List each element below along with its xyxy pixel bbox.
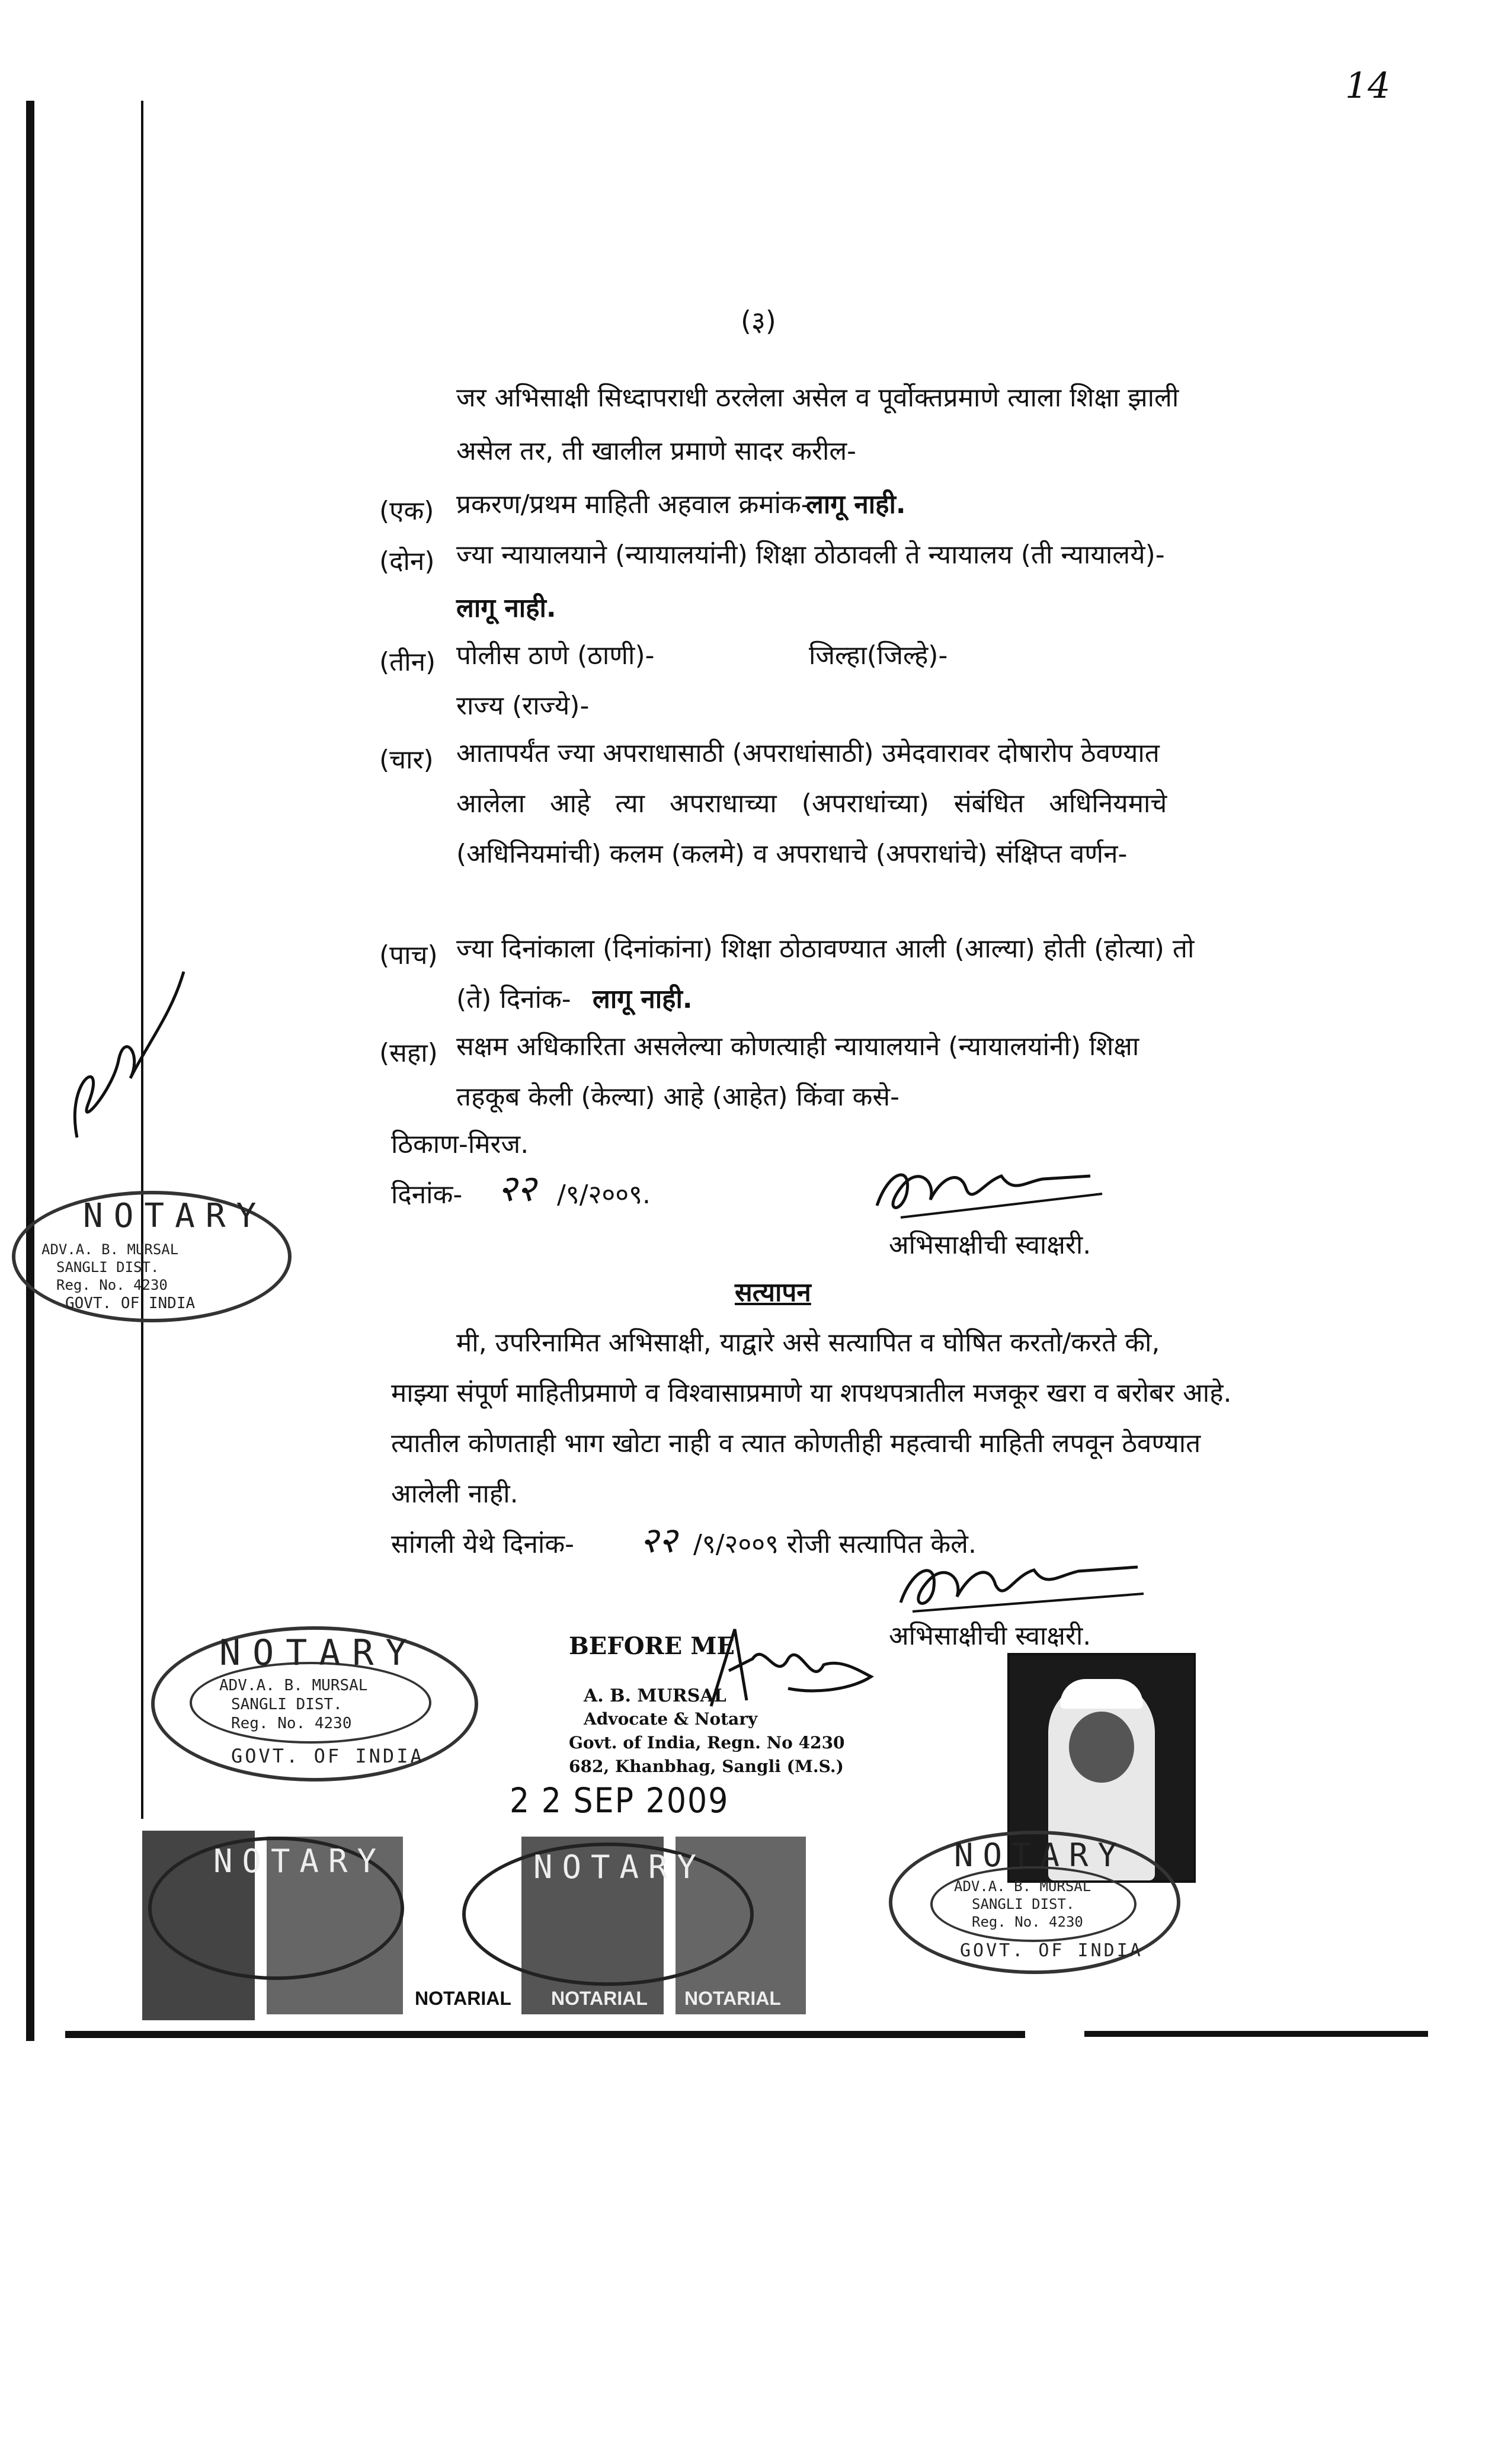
seal-bottom-line-2: SANGLI DIST. bbox=[231, 1696, 342, 1713]
item-char-label: (चार) bbox=[379, 745, 434, 775]
seal-right-line-3: Reg. No. 4230 bbox=[972, 1914, 1083, 1930]
item-don-label: (दोन) bbox=[379, 546, 435, 576]
seal-right-line-2: SANGLI DIST. bbox=[972, 1896, 1075, 1912]
section-number: (३) bbox=[741, 305, 776, 337]
notary-address: 682, Khanbhag, Sangli (M.S.) bbox=[569, 1757, 844, 1776]
bottom-rule-left bbox=[65, 2031, 1025, 2038]
verification-line-5b: /९/२००९ रोजी सत्यापित केले. bbox=[693, 1529, 977, 1559]
seal-left-bottom: GOVT. OF INDIA bbox=[65, 1295, 196, 1312]
item-pach-line-2: (ते) दिनांक- bbox=[456, 984, 571, 1014]
notary-govt: Govt. of India, Regn. No 4230 bbox=[569, 1733, 845, 1752]
seal-bottom-line-1: ADV.A. B. MURSAL bbox=[219, 1677, 368, 1694]
seal-left-line-3: Reg. No. 4230 bbox=[56, 1277, 168, 1293]
left-initials bbox=[53, 960, 196, 1149]
verification-line-2: माझ्या संपूर्ण माहितीप्रमाणे व विश्वासाप्रमाणे या शपथपत्रातील मजकूर खरा व बरोबर आहे. bbox=[391, 1378, 1232, 1408]
stamp-label-3: NOTARIAL bbox=[684, 1988, 781, 2009]
notary-title: Advocate & Notary bbox=[584, 1709, 758, 1729]
verification-heading: सत्यापन bbox=[735, 1277, 811, 1308]
item-char-line-1: आतापर्यंत ज्या अपराधासाठी (अपराधांसाठी) उमेदवारावर दोषारोप ठेवण्यात bbox=[456, 738, 1160, 768]
bottom-rule-right bbox=[1084, 2031, 1428, 2037]
item-saha-line-2: तहकूब केली (केल्या) आहे (आहेत) किंवा कसे- bbox=[456, 1082, 899, 1112]
item-pach-label: (पाच) bbox=[379, 940, 438, 970]
item-pach-value: लागू नाही. bbox=[593, 984, 693, 1014]
intro-line-2: असेल तर, ती खालील प्रमाणे सादर करील- bbox=[456, 436, 857, 466]
notary-name: A. B. MURSAL bbox=[584, 1686, 726, 1706]
verification-line-3: त्यातील कोणताही भाग खोटा नाही व त्यात कोणतीही महत्वाची माहिती लपवून ठेवण्यात bbox=[391, 1428, 1201, 1459]
seal-bottom-top: NOTARY bbox=[219, 1632, 419, 1674]
verification-line-1: मी, उपरिनामित अभिसाक्षी, याद्वारे असे सत्यापित व घोषित करतो/करते की, bbox=[456, 1328, 1160, 1358]
signature-scribble-1 bbox=[865, 1158, 1114, 1223]
photo-face bbox=[1069, 1712, 1134, 1783]
item-saha-label: (सहा) bbox=[379, 1038, 438, 1068]
item-ek-text: प्रकरण/प्रथम माहिती अहवाल क्रमांक- bbox=[456, 489, 811, 520]
signature-label-2: अभिसाक्षीची स्वाक्षरी. bbox=[889, 1621, 1091, 1651]
verification-line-5a: सांगली येथे दिनांक- bbox=[391, 1529, 574, 1559]
item-teen-police: पोलीस ठाणे (ठाणी)- bbox=[456, 640, 655, 671]
signature-label-1: अभिसाक्षीची स्वाक्षरी. bbox=[889, 1230, 1091, 1260]
date-handwritten: २२ bbox=[498, 1167, 536, 1210]
item-char-line-3: (अधिनियमांची) कलम (कलमे) व अपराधाचे (अपराधांचे) संक्षिप्त वर्णन- bbox=[456, 839, 1128, 869]
seal-right-line-1: ADV.A. B. MURSAL bbox=[954, 1878, 1091, 1895]
seal-right-bottom: GOVT. OF INDIA bbox=[960, 1940, 1143, 1961]
seal-left-top: NOTARY bbox=[83, 1197, 267, 1235]
seal-stamps-1-top: NOTARY bbox=[213, 1843, 386, 1880]
item-teen-label: (तीन) bbox=[379, 647, 436, 677]
place: ठिकाण-मिरज. bbox=[391, 1129, 529, 1159]
intro-line-1: जर अभिसाक्षी सिध्दापराधी ठरलेला असेल व पूर्वोक्तप्रमाणे त्याला शिक्षा झाली bbox=[456, 383, 1179, 413]
photo-cap bbox=[1060, 1679, 1143, 1709]
seal-bottom-line-3: Reg. No. 4230 bbox=[231, 1715, 352, 1732]
item-saha-line-1: सक्षम अधिकारिता असलेल्या कोणत्याही न्यायालयाने (न्यायालयांनी) शिक्षा bbox=[456, 1031, 1139, 1062]
seal-right-top: NOTARY bbox=[954, 1837, 1127, 1874]
left-margin-bar bbox=[26, 101, 34, 2041]
seal-bottom-bottom: GOVT. OF INDIA bbox=[231, 1745, 424, 1767]
before-me: BEFORE ME bbox=[569, 1632, 735, 1660]
item-teen-state: राज्य (राज्ये)- bbox=[456, 691, 590, 721]
seal-left-line-2: SANGLI DIST. bbox=[56, 1259, 159, 1276]
item-teen-district: जिल्हा(जिल्हे)- bbox=[809, 640, 948, 671]
seal-stamps-2-top: NOTARY bbox=[533, 1848, 706, 1886]
notary-date-stamp: 2 2 SEP 2009 bbox=[510, 1780, 729, 1821]
verification-line-5-hand: २२ bbox=[640, 1520, 677, 1561]
stamp-label-1: NOTARIAL bbox=[415, 1988, 511, 2009]
verification-line-4: आलेली नाही. bbox=[391, 1479, 518, 1509]
stamp-label-2: NOTARIAL bbox=[551, 1988, 648, 2009]
item-char-line-2: आलेला आहे त्या अपराधाच्या (अपराधांच्या) संबंधित अधिनियमाचे bbox=[456, 789, 1167, 819]
item-don-text: ज्या न्यायालयाने (न्यायालयांनी) शिक्षा ठोठावली ते न्यायालय (ती न्यायालये)- bbox=[456, 540, 1165, 570]
notary-signature bbox=[699, 1623, 877, 1712]
page-number: 14 bbox=[1345, 65, 1391, 107]
signature-scribble-2 bbox=[889, 1552, 1150, 1617]
date-rest: /९/२००९. bbox=[557, 1180, 651, 1210]
seal-left-line-1: ADV.A. B. MURSAL bbox=[41, 1241, 179, 1258]
item-ek-value: लागू नाही. bbox=[806, 489, 906, 520]
item-ek-label: (एक) bbox=[379, 496, 434, 526]
item-don-value: लागू नाही. bbox=[456, 593, 556, 623]
item-pach-line-1: ज्या दिनांकाला (दिनांकांना) शिक्षा ठोठावण्यात आली (आल्या) होती (होत्या) तो bbox=[456, 934, 1195, 964]
date-label: दिनांक- bbox=[391, 1180, 463, 1210]
